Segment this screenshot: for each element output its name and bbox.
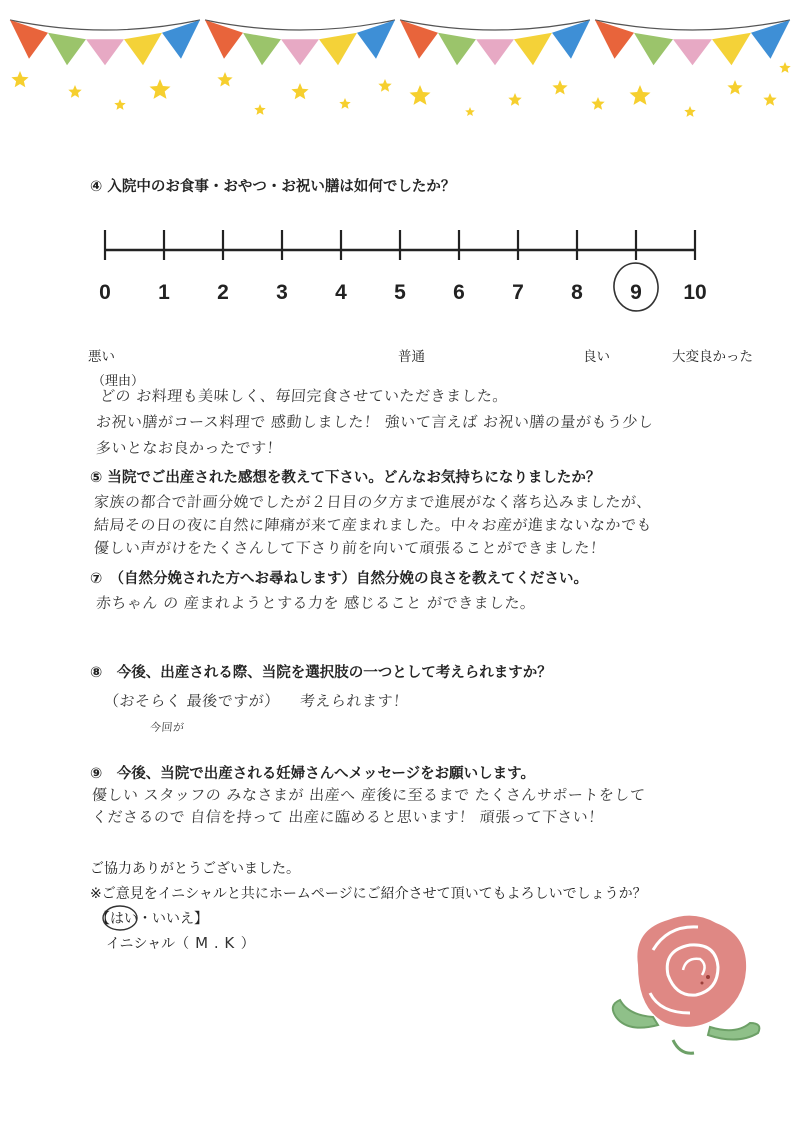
scale-number: 5 bbox=[394, 281, 406, 304]
rating-scale bbox=[80, 215, 740, 325]
star-decorations bbox=[11, 62, 790, 117]
bunting-flag bbox=[514, 33, 552, 65]
q8-answer-tail: 考えられます！ bbox=[299, 692, 410, 710]
label-good: 良い bbox=[583, 349, 610, 365]
q4-answer-line-2: お祝い膳がコース料理で 感動しました！ 強いて言えば お祝い膳の量がもう少し bbox=[95, 413, 655, 431]
bunting-flag bbox=[634, 33, 673, 65]
bunting-flag bbox=[281, 39, 319, 65]
question-4: ④ 入院中のお食事・おやつ・お祝い膳は如何でしたか？ bbox=[90, 179, 456, 195]
star-icon bbox=[508, 93, 521, 106]
q8-answer-note: 今回が bbox=[149, 721, 185, 734]
bunting-flag bbox=[438, 33, 476, 65]
star-icon bbox=[217, 72, 232, 87]
star-icon bbox=[727, 80, 742, 95]
q7-answer: 赤ちゃん の 産まれようとする力を 感じること ができました。 bbox=[95, 594, 537, 612]
star-icon bbox=[552, 80, 567, 95]
star-icon bbox=[254, 104, 265, 115]
star-icon bbox=[684, 106, 695, 117]
consent-options: 【はい・いいえ】 bbox=[96, 911, 208, 927]
q9-answer-line-1: 優しい スタッフの みなさまが 出産へ 産後に至るまで たくさんサポートをして bbox=[91, 786, 646, 804]
label-very-good: 大変良かった bbox=[672, 349, 753, 365]
star-icon bbox=[114, 99, 125, 110]
star-icon bbox=[763, 93, 776, 106]
q8-answer: （おそらく 最後ですが） bbox=[103, 692, 281, 710]
consent-selected-circle bbox=[100, 903, 140, 933]
bunting-flag bbox=[712, 33, 751, 65]
bunting-flag bbox=[48, 33, 86, 65]
question-5: ⑤ 当院でご出産された感想を教えて下さい。どんなお気持ちになりましたか？ bbox=[90, 470, 601, 486]
q5-answer-line-1: 家族の都合で計画分娩でしたが２日目の夕方まで進展がなく落ち込みましたが、 bbox=[93, 493, 653, 511]
scale-number: 3 bbox=[276, 281, 288, 304]
scale-number: 2 bbox=[217, 281, 229, 304]
star-icon bbox=[465, 107, 475, 116]
star-icon bbox=[410, 85, 431, 105]
q5-answer-line-3: 優しい声がけをたくさんして下さり前を向いて頑張ることができました！ bbox=[93, 539, 607, 557]
star-icon bbox=[779, 62, 790, 73]
star-icon bbox=[11, 71, 28, 87]
initials-label bbox=[106, 933, 255, 953]
scale-number: 1 bbox=[158, 281, 170, 304]
bunting-flag bbox=[124, 33, 162, 65]
star-icon bbox=[378, 79, 391, 92]
initials-prefix: イニシャル（ bbox=[106, 936, 190, 952]
bunting-rope bbox=[595, 20, 790, 30]
thanks-text: ご協力ありがとうございました。 bbox=[90, 861, 300, 877]
question-7: ⑦ （自然分娩された方へお尋ねします）自然分娩の良さを教えてください。 bbox=[90, 571, 589, 587]
bunting-flag bbox=[243, 33, 281, 65]
star-icon bbox=[291, 83, 308, 99]
star-icon bbox=[68, 85, 81, 98]
scale-number: 9 bbox=[630, 281, 642, 304]
scale-number: 4 bbox=[335, 281, 347, 304]
star-icon bbox=[591, 97, 604, 110]
reason-label: （理由） bbox=[92, 374, 145, 389]
bunting-flag bbox=[673, 39, 712, 65]
scale-number: 10 bbox=[683, 281, 707, 304]
bunting-rope bbox=[205, 20, 395, 30]
scale-number: 6 bbox=[453, 281, 465, 304]
q4-answer-line-3: 多いとなお良かったです！ bbox=[95, 439, 283, 457]
star-icon bbox=[630, 85, 651, 105]
star-icon bbox=[150, 79, 171, 99]
initials-suffix: ） bbox=[240, 936, 255, 952]
scale-number: 8 bbox=[571, 281, 583, 304]
bunting-rope bbox=[400, 20, 590, 30]
bunting-banner bbox=[0, 0, 800, 140]
star-icon bbox=[339, 98, 350, 109]
bunting-flag bbox=[476, 39, 514, 65]
scale-number: 0 bbox=[99, 281, 111, 304]
scale-number: 7 bbox=[512, 281, 524, 304]
q4-answer-line-1: どの お料理も美味しく、毎回完食させていただきました。 bbox=[99, 387, 509, 405]
bunting-flag bbox=[319, 33, 357, 65]
initials-value: M . K bbox=[195, 934, 235, 952]
question-8: ⑧ 今後、出産される際、当院を選択肢の一つとして考えられますか？ bbox=[90, 665, 552, 681]
bunting-flags bbox=[10, 20, 790, 65]
consent-question: ※ご意見をイニシャルと共にホームページにご紹介させて頂いてもよろしいでしょうか？ bbox=[90, 886, 647, 902]
q9-answer-line-2: くださるので 自信を持って 出産に臨めると思います！ 頑張って下さい！ bbox=[91, 808, 605, 826]
label-normal: 普通 bbox=[398, 349, 425, 365]
q5-answer-line-2: 結局その日の夜に自然に陣痛が来て産まれました。中々お産が進まないなかでも bbox=[93, 516, 653, 534]
label-bad: 悪い bbox=[88, 349, 115, 365]
bunting-rope bbox=[10, 20, 200, 30]
question-9: ⑨ 今後、当院で出産される妊婦さんへメッセージをお願いします。 bbox=[90, 766, 535, 782]
bunting-flag bbox=[86, 39, 124, 65]
rose-illustration bbox=[598, 905, 768, 1060]
